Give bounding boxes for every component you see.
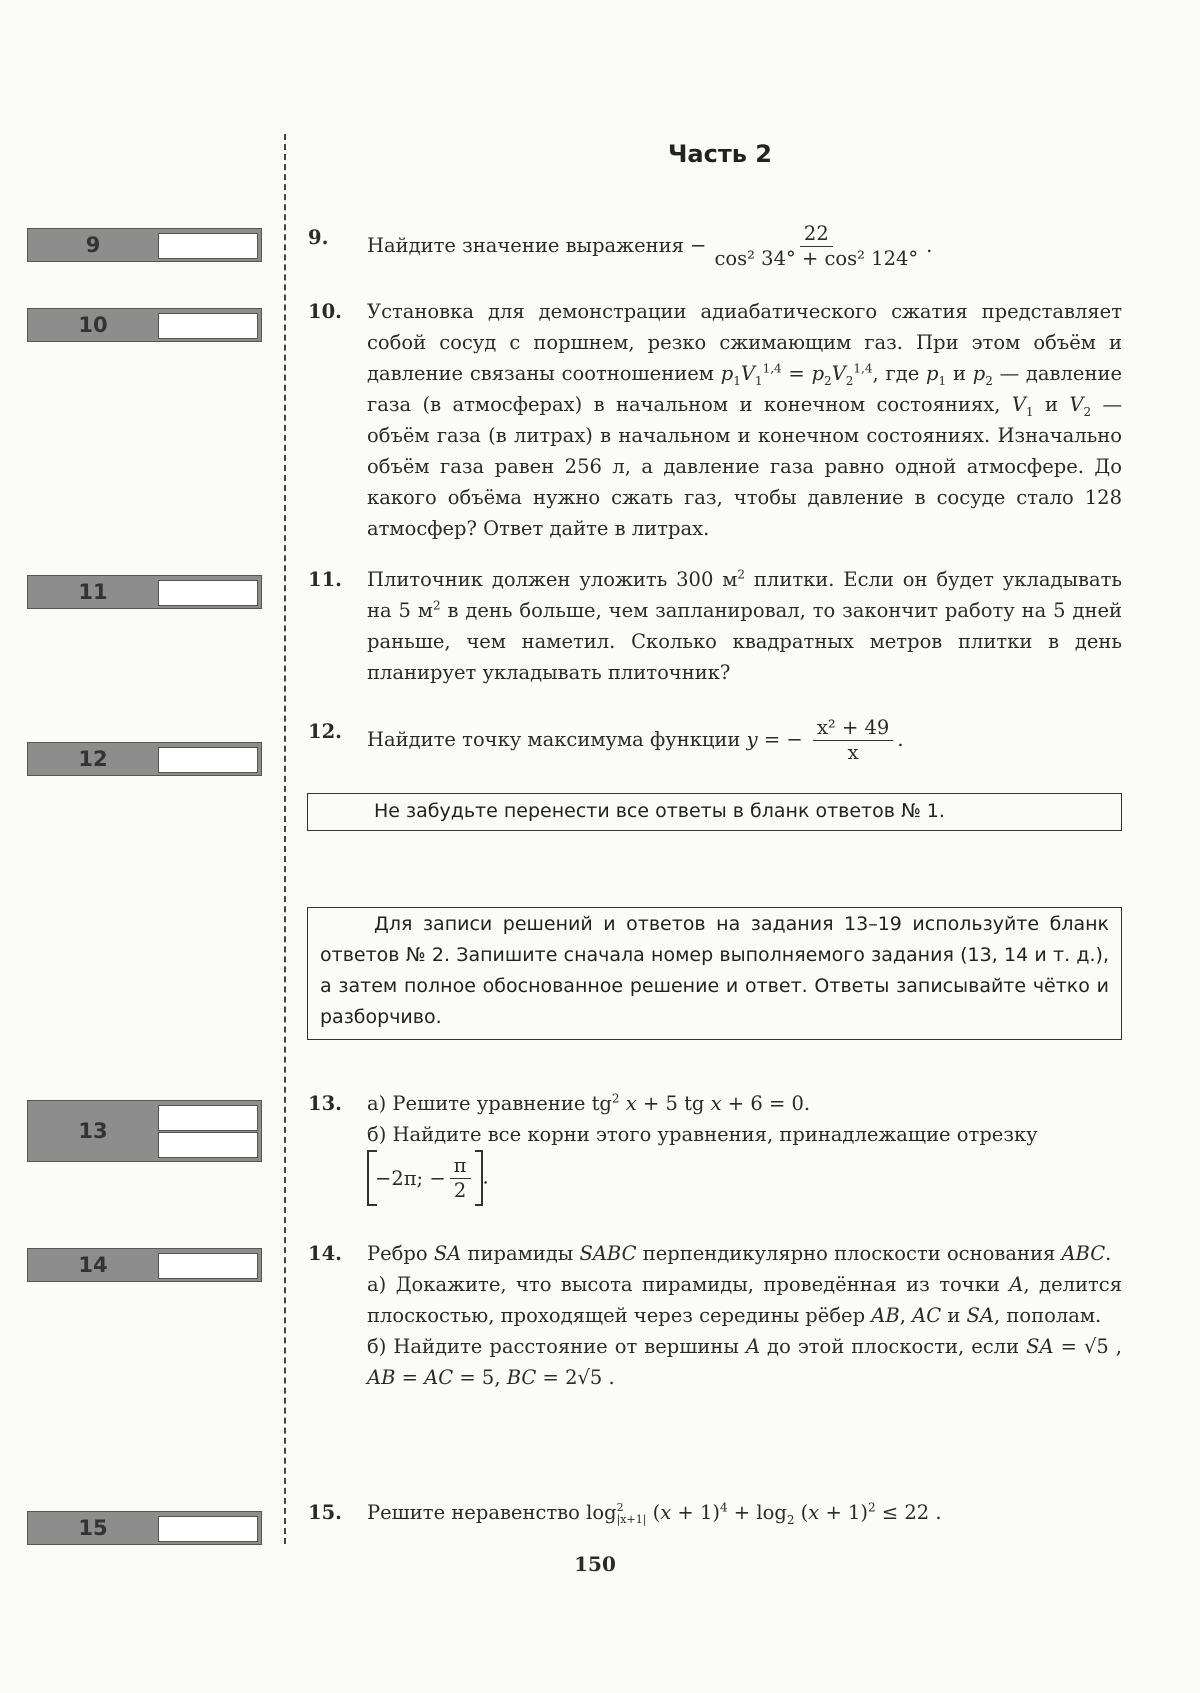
math-var: p <box>972 362 986 385</box>
text: + 5 tg <box>636 1092 711 1115</box>
answer-cell[interactable] <box>158 233 258 259</box>
text: и <box>1033 393 1070 416</box>
math-var: A <box>1009 1273 1024 1296</box>
task-paragraph <box>367 1119 1122 1150</box>
text: . <box>897 728 904 751</box>
text: , делится плоскостью, проходящей через середины рёбер <box>367 1273 1123 1327</box>
subscript: 1 <box>754 373 763 388</box>
answer-box-number: 10 <box>78 313 108 337</box>
text: + 1) <box>819 1501 869 1524</box>
text: −2π; − <box>375 1166 446 1190</box>
task-paragraph <box>367 222 1122 271</box>
answer-box-12 <box>27 742 262 776</box>
text: + 6 = 0. <box>721 1092 811 1115</box>
numerator: x² + 49 <box>813 716 893 741</box>
task-paragraph <box>367 1088 1122 1119</box>
math-var: x <box>808 1501 820 1524</box>
math-var: AC <box>424 1366 454 1389</box>
task-paragraph <box>367 564 1122 688</box>
math-var: x <box>625 1092 637 1115</box>
text: Плиточник должен уложить 300 м <box>367 568 738 591</box>
answer-box-number: 13 <box>78 1119 108 1143</box>
math-var: V <box>740 362 755 385</box>
fraction <box>711 222 923 271</box>
text: = <box>395 1366 425 1389</box>
task-number: 13. <box>308 1092 342 1115</box>
math-var: V <box>831 362 846 385</box>
text: . <box>1105 1242 1112 1265</box>
task-paragraph <box>367 1331 1122 1393</box>
numerator: 22 <box>800 222 833 247</box>
task-paragraph <box>367 1238 1122 1269</box>
text: ≤ 22 . <box>875 1501 942 1524</box>
subscript: 1 <box>733 373 741 388</box>
answer-cell[interactable] <box>158 1516 258 1542</box>
superscript: 4 <box>719 1500 728 1515</box>
task-number: 12. <box>308 720 342 743</box>
text: перпендикулярно плоскости основания <box>636 1242 1062 1265</box>
math-var: AC <box>912 1304 942 1327</box>
subscript: 1 <box>938 373 947 388</box>
fraction <box>813 716 893 765</box>
answer-box-number: 12 <box>78 747 108 771</box>
math-var: y <box>746 728 758 751</box>
answer-box-10 <box>27 308 262 342</box>
answer-cell[interactable] <box>158 1253 258 1279</box>
subscript: 1 <box>1025 404 1034 419</box>
task-number: 14. <box>308 1242 342 1265</box>
text: Ребро <box>367 1242 434 1265</box>
text: — давление газа (в атмосферах) в начальном и конечном состояниях, <box>367 362 1122 416</box>
math-var: BC <box>506 1366 537 1389</box>
section-title: Часть 2 <box>668 140 772 168</box>
answer-cell[interactable] <box>158 1132 258 1158</box>
text: + log <box>727 1501 787 1524</box>
superscript: 2 <box>616 1500 624 1514</box>
math-var: V <box>1011 393 1026 416</box>
math-var: SABC <box>579 1242 637 1265</box>
subscript: 2 <box>985 373 993 388</box>
answer-box-14 <box>27 1248 262 1282</box>
subscript: |x+1| <box>616 1512 647 1526</box>
superscript: 1,4 <box>762 361 782 376</box>
text: б) Найдите все корни этого уравнения, принадлежащие отрезку <box>367 1123 1038 1146</box>
notice-instructions: Для записи решений и ответов на задания 13–19 используйте бланк ответов № 2. Запишите сначала номер выполняемого задания (13, 14 и т. д.), а затем полное обоснованное решение и ответ. Ответы записывайте чётко и разборчиво. <box>307 907 1122 1040</box>
text: ( <box>646 1501 661 1524</box>
answer-cell[interactable] <box>158 1105 258 1131</box>
task-9 <box>308 222 1122 271</box>
log-indices <box>617 1502 647 1526</box>
task-number: 11. <box>308 568 342 591</box>
subscript: 2 <box>824 373 832 388</box>
answer-box-number: 11 <box>78 580 108 604</box>
numerator: π <box>450 1154 471 1179</box>
text: Установка для демонстрации адиабатического сжатия представляет собой сосуд с поршнем, резко сжимающим газ. При этом объём и давление связаны соотношением <box>367 300 1122 385</box>
math-var: AB <box>367 1366 396 1389</box>
math-var: SA <box>1026 1335 1054 1358</box>
subscript: 2 <box>786 1512 795 1527</box>
task-12 <box>308 716 1122 765</box>
math-var: V <box>1069 393 1084 416</box>
text: = 2√5 . <box>536 1366 615 1389</box>
text: Найдите точку максимума функции <box>367 728 747 751</box>
text: и <box>946 362 973 385</box>
task-11 <box>308 564 1122 688</box>
task-15 <box>308 1497 1122 1528</box>
answer-box-number: 9 <box>85 233 101 257</box>
superscript: 2 <box>432 598 441 613</box>
text: , <box>899 1304 913 1327</box>
math-var: x <box>660 1501 672 1524</box>
page-number: 150 <box>574 1552 616 1576</box>
math-var: SA <box>966 1304 994 1327</box>
text: = <box>781 362 812 385</box>
text: в день больше, чем запланировал, то закончит работу на 5 дней раньше, чем наметил. Сколько квадратных метров плитки в день планирует укладывать плиточник? <box>367 599 1122 684</box>
task-number: 15. <box>308 1501 342 1524</box>
notice-transfer-answers: Не забудьте перенести все ответы в бланк ответов № 1. <box>307 793 1122 831</box>
text: и <box>941 1304 967 1327</box>
task-paragraph <box>367 296 1122 544</box>
answer-cell[interactable] <box>158 580 258 606</box>
denominator: 2 <box>453 1178 467 1202</box>
superscript: 1,4 <box>853 361 873 376</box>
text: пирамиды <box>461 1242 580 1265</box>
task-paragraph <box>367 1150 1122 1206</box>
superscript: 2 <box>611 1091 620 1106</box>
text: Найдите значение выражения − <box>367 234 707 257</box>
text: . <box>482 1165 489 1189</box>
task-14 <box>308 1238 1122 1393</box>
text: = √5 , <box>1053 1335 1122 1358</box>
math-var: ABC <box>1061 1242 1106 1265</box>
task-number: 9. <box>308 226 329 249</box>
text: б) Найдите расстояние от вершины <box>367 1335 746 1358</box>
task-paragraph <box>367 1497 1122 1528</box>
text: , пополам. <box>993 1304 1102 1327</box>
superscript: 2 <box>868 1500 876 1515</box>
task-13 <box>308 1088 1122 1206</box>
text: а) Докажите, что высота пирамиды, проведённая из точки <box>367 1273 1010 1296</box>
answer-box-number: 15 <box>78 1516 108 1540</box>
text: = − <box>757 728 809 751</box>
text: до этой плоскости, если <box>760 1335 1027 1358</box>
math-var: p <box>720 362 734 385</box>
answer-box-number: 14 <box>78 1253 108 1277</box>
fraction <box>450 1154 471 1203</box>
denominator: x <box>847 741 859 764</box>
math-var: AB <box>871 1304 900 1327</box>
subscript: 2 <box>845 373 854 388</box>
math-var: A <box>745 1335 761 1358</box>
interval <box>367 1150 483 1206</box>
answer-box-15 <box>27 1511 262 1545</box>
cut-line <box>284 134 286 1544</box>
task-paragraph <box>367 1269 1122 1331</box>
text: а) Решите уравнение tg <box>367 1092 612 1115</box>
subscript: 2 <box>1083 404 1092 419</box>
math-var: p <box>811 362 825 385</box>
math-var: SA <box>433 1242 462 1265</box>
text: . <box>926 234 933 257</box>
text: ( <box>794 1501 809 1524</box>
text: — объём газа (в литрах) в начальном и конечном состояниях. Изначально объём газа равен 256 л, а давление газа равно одной атмосфере. До какого объёма нужно сжать газ, чтобы давление в сосуде стало 128 атмосфер? Ответ дайте в литрах. <box>367 393 1122 540</box>
task-10 <box>308 296 1122 544</box>
answer-box-13 <box>27 1100 262 1162</box>
math-var: x <box>710 1092 722 1115</box>
answer-box-11 <box>27 575 262 609</box>
text: Решите неравенство log <box>367 1501 617 1524</box>
answer-box-9 <box>27 228 262 262</box>
denominator: cos² 34° + cos² 124° <box>714 247 919 270</box>
task-number: 10. <box>308 300 342 323</box>
text: = 5, <box>453 1366 507 1389</box>
text: , где <box>872 362 927 385</box>
text: + 1) <box>671 1501 720 1524</box>
text: плитки. Если он будет укладывать на 5 м <box>367 568 1122 622</box>
task-paragraph <box>367 716 1122 765</box>
superscript: 2 <box>737 567 746 582</box>
answer-cell[interactable] <box>158 747 258 773</box>
answer-cell[interactable] <box>158 313 258 339</box>
math-var: p <box>926 362 939 385</box>
